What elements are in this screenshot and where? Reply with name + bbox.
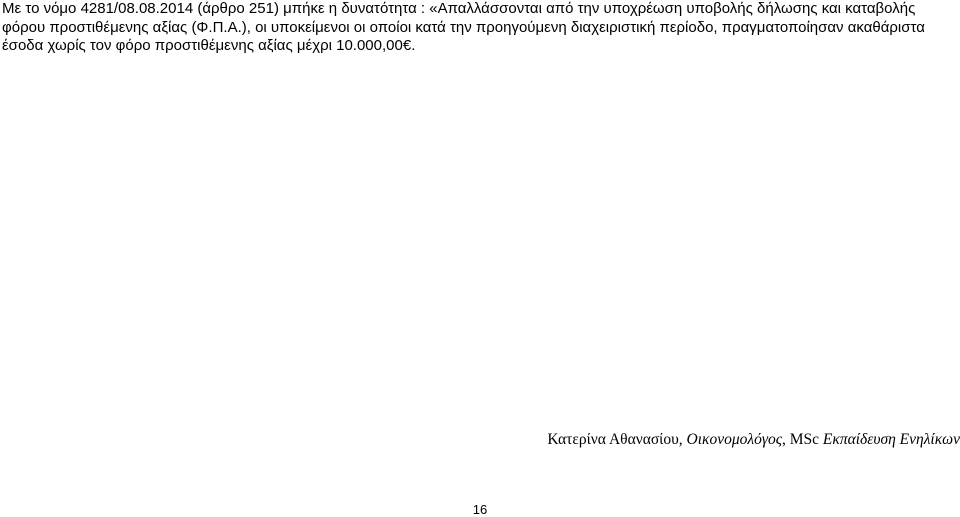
author-name: Κατερίνα Αθανασίου, — [547, 431, 687, 448]
author-separator: , MSc — [782, 431, 823, 448]
author-role: Οικονομολόγος — [686, 431, 782, 448]
author-field: Εκπαίδευση Ενηλίκων — [822, 431, 960, 448]
page-number: 16 — [472, 502, 488, 517]
author-signature-line — [547, 431, 960, 449]
body-paragraph — [2, 0, 958, 56]
paragraph-line-2: φόρου προστιθέμενης αξίας (Φ.Π.Α.), οι υποκείμενοι οι οποίοι κατά την προηγούμενη διαχειριστική περίοδο, πραγματοποίησαν ακαθάριστα — [2, 18, 925, 36]
paragraph-line-3: έσοδα χωρίς τον φόρο προστιθέμενης αξίας μέχρι 10.000,00€. — [2, 37, 416, 54]
paragraph-line-1: Με το νόμο 4281/08.08.2014 (άρθρο 251) μπήκε η δυνατότητα : «Απαλλάσσονται από την υποχρέωση υποβολής δήλωσης και καταβολής — [2, 0, 916, 17]
